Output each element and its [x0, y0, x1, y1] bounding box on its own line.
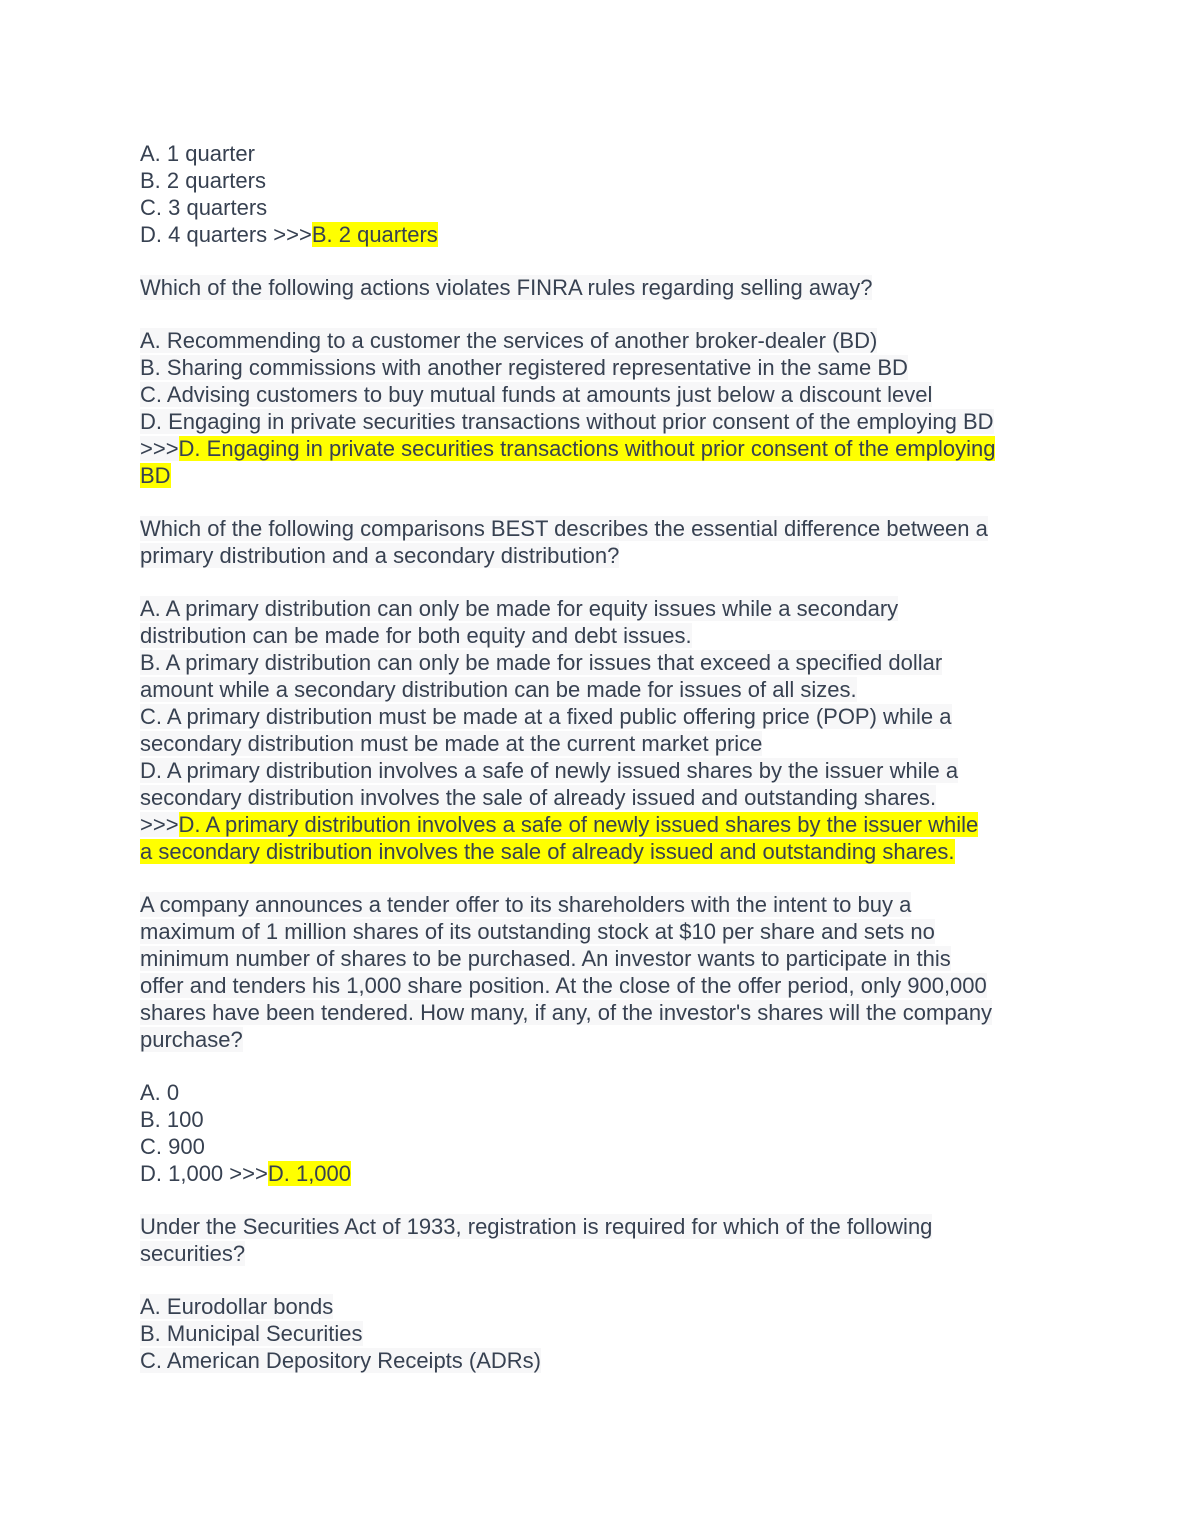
option-line: secondary distribution involves the sale of already issued and outstanding shares. — [140, 785, 937, 810]
document-page — [140, 140, 1060, 1374]
highlighted-answer: a secondary distribution involves the sale of already issued and outstanding shares. — [140, 839, 955, 864]
option-line: A. Eurodollar bonds — [140, 1294, 334, 1319]
option-line: A. Recommending to a customer the services of another broker-dealer (BD) — [140, 328, 878, 353]
answer-marker: >>> — [140, 436, 179, 461]
option-line: C. Advising customers to buy mutual funds at amounts just below a discount level — [140, 382, 933, 407]
highlighted-answer: D. A primary distribution involves a safe of newly issued shares by the issuer while — [178, 812, 979, 837]
answer-marker: >>> — [273, 222, 312, 247]
highlighted-answer: D. Engaging in private securities transactions without prior consent of the employing — [178, 436, 996, 461]
question-block-4 — [140, 891, 1060, 1187]
highlighted-answer: D. 1,000 — [267, 1161, 352, 1186]
option-line: A. 1 quarter — [140, 141, 255, 166]
highlighted-answer: B. 2 quarters — [311, 222, 438, 247]
answer-line — [140, 435, 1060, 462]
option-line: B. Sharing commissions with another registered representative in the same BD — [140, 355, 908, 380]
question-text: minimum number of shares to be purchased. An investor wants to participate in this — [140, 946, 951, 971]
question-block-3 — [140, 515, 1060, 865]
option-line: D. Engaging in private securities transactions without prior consent of the employing BD — [140, 409, 994, 434]
question-text: shares have been tendered. How many, if any, of the investor's shares will the company — [140, 1000, 993, 1025]
question-text: Which of the following actions violates FINRA rules regarding selling away? — [140, 275, 873, 300]
answer-line — [140, 811, 1060, 838]
option-line: distribution can be made for both equity and debt issues. — [140, 623, 692, 648]
option-line: D. A primary distribution involves a safe of newly issued shares by the issuer while a — [140, 758, 959, 783]
option-line: amount while a secondary distribution can be made for issues of all sizes. — [140, 677, 857, 702]
answer-line — [140, 462, 1060, 489]
answer-marker: >>> — [229, 1161, 268, 1186]
option-line: secondary distribution must be made at the current market price — [140, 731, 763, 756]
question-block-5 — [140, 1213, 1060, 1374]
option-line: C. A primary distribution must be made at a fixed public offering price (POP) while a — [140, 704, 952, 729]
question-text: offer and tenders his 1,000 share position. At the close of the offer period, only 900,000 — [140, 973, 987, 998]
question-text: Which of the following comparisons BEST describes the essential difference between a — [140, 516, 988, 541]
option-line: B. A primary distribution can only be made for issues that exceed a specified dollar — [140, 650, 943, 675]
option-line: A. A primary distribution can only be made for equity issues while a secondary — [140, 596, 899, 621]
option-line-with-answer: D. 4 quarters >>>B. 2 quarters — [140, 222, 438, 247]
option-line: B. 100 — [140, 1107, 204, 1132]
option-line: C. 3 quarters — [140, 195, 268, 220]
option-line-with-answer: D. 1,000 >>>D. 1,000 — [140, 1161, 352, 1186]
question-text: A company announces a tender offer to its shareholders with the intent to buy a — [140, 892, 912, 917]
option-line: C. American Depository Receipts (ADRs) — [140, 1348, 542, 1373]
answer-line — [140, 838, 1060, 865]
question-text: securities? — [140, 1241, 246, 1266]
option-line: A. 0 — [140, 1080, 180, 1105]
option-line: B. 2 quarters — [140, 168, 266, 193]
question-text: maximum of 1 million shares of its outstanding stock at $10 per share and sets no — [140, 919, 935, 944]
question-block-1 — [140, 140, 1060, 248]
option-line: B. Municipal Securities — [140, 1321, 363, 1346]
highlighted-answer: BD — [140, 463, 171, 488]
option-line: C. 900 — [140, 1134, 205, 1159]
answer-marker: >>> — [140, 812, 179, 837]
question-block-2 — [140, 274, 1060, 489]
question-text: purchase? — [140, 1027, 243, 1052]
question-text: Under the Securities Act of 1933, registration is required for which of the following — [140, 1214, 933, 1239]
question-text: primary distribution and a secondary distribution? — [140, 543, 620, 568]
